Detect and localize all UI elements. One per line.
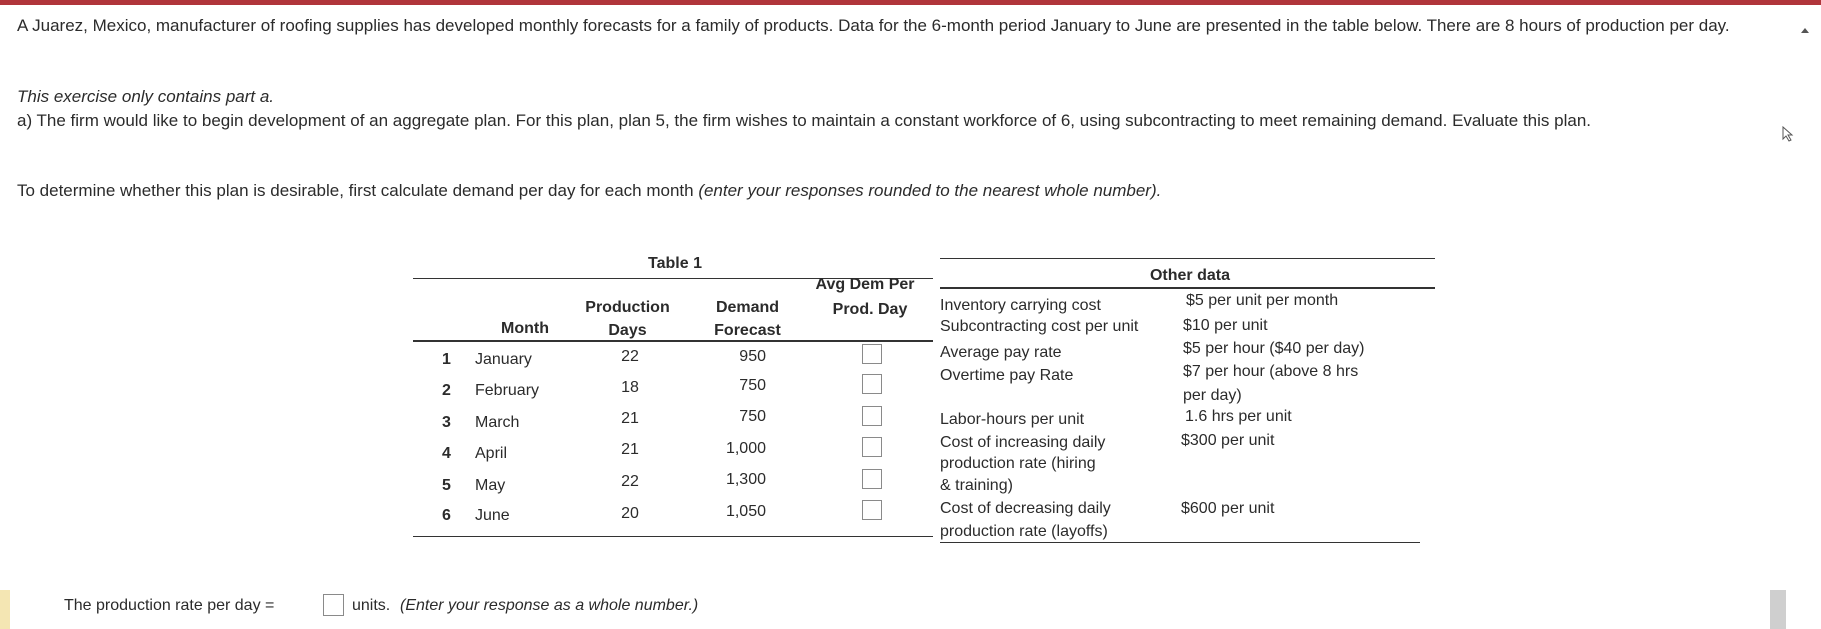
layoff-cost-label-cont: production rate (layoffs) (940, 523, 1108, 540)
whole-number-hint: (Enter your response as a whole number.) (400, 597, 699, 614)
row-number: 3 (442, 414, 451, 431)
subcontract-cost-label: Subcontracting cost per unit (940, 318, 1139, 335)
production-header-line2: Days (608, 322, 647, 339)
month-cell: May (475, 477, 506, 494)
demand-cell: 750 (739, 377, 766, 394)
month-header: Month (501, 320, 549, 337)
month-cell: February (475, 382, 540, 399)
part-note: This exercise only contains part a. (17, 87, 275, 106)
table-1-header-rule (413, 340, 933, 342)
avg-header-line1: Avg Dem Per (815, 276, 915, 293)
overtime-pay-value: $7 per hour (above 8 hrs (1183, 363, 1359, 380)
inventory-cost-label: Inventory carrying cost (940, 297, 1101, 314)
average-pay-value: $5 per hour ($40 per day) (1183, 340, 1365, 357)
days-cell: 21 (621, 441, 639, 458)
other-data-header-rule (940, 287, 1435, 289)
row-number: 2 (442, 382, 451, 399)
labor-hours-value: 1.6 hrs per unit (1185, 408, 1292, 425)
demand-header-line2: Forecast (714, 322, 781, 339)
avg-demand-input[interactable] (862, 374, 882, 394)
layoff-cost-value: $600 per unit (1181, 500, 1275, 517)
month-cell: January (475, 351, 532, 368)
table-1-title: Table 1 (648, 255, 702, 272)
mouse-pointer-icon (1782, 126, 1796, 142)
month-cell: June (475, 507, 510, 524)
days-cell: 18 (621, 379, 639, 396)
inventory-cost-value: $5 per unit per month (1186, 292, 1339, 309)
demand-header-line1: Demand (715, 299, 780, 316)
top-accent-bar (0, 0, 1821, 5)
days-cell: 20 (621, 505, 639, 522)
hiring-cost-value: $300 per unit (1181, 432, 1275, 449)
hiring-cost-label: Cost of increasing daily (940, 434, 1106, 451)
demand-cell: 1,300 (725, 471, 766, 488)
scroll-up-arrow-icon[interactable] (1801, 28, 1809, 33)
scrollbar-thumb[interactable] (1770, 590, 1786, 629)
subcontract-cost-value: $10 per unit (1183, 317, 1268, 334)
overtime-pay-value-cont: per day) (1183, 387, 1242, 404)
avg-demand-input[interactable] (862, 344, 882, 364)
left-edge-strip (0, 590, 10, 629)
row-number: 4 (442, 445, 451, 462)
month-cell: March (475, 414, 520, 431)
production-rate-prompt: The production rate per day = (64, 597, 275, 614)
avg-demand-input[interactable] (862, 469, 882, 489)
average-pay-label: Average pay rate (940, 344, 1062, 361)
units-label: units. (352, 597, 391, 614)
part-a-text: a) The firm would like to begin development of an aggregate plan. For this plan, plan 5, the firm wishes to maintain a constant workforce of 6, using subcontracting to meet remaining demand. Evaluate this plan. (17, 111, 1592, 130)
hiring-cost-label-cont2: & training) (940, 477, 1013, 494)
days-cell: 21 (621, 410, 639, 427)
demand-cell: 750 (739, 408, 766, 425)
month-cell: April (475, 445, 508, 462)
instruction-italic: (enter your responses rounded to the nearest whole number). (698, 181, 1162, 200)
avg-demand-input[interactable] (862, 406, 882, 426)
instruction-text: To determine whether this plan is desirable, first calculate demand per day for each month (17, 181, 699, 200)
hiring-cost-label-cont: production rate (hiring (940, 455, 1096, 472)
layoff-cost-label: Cost of decreasing daily (940, 500, 1111, 517)
row-number: 6 (442, 507, 451, 524)
row-number: 5 (442, 477, 451, 494)
overtime-pay-label: Overtime pay Rate (940, 367, 1074, 384)
avg-demand-input[interactable] (862, 437, 882, 457)
other-data-title: Other data (1149, 267, 1230, 284)
avg-demand-input[interactable] (862, 500, 882, 520)
other-data-top-rule (940, 258, 1435, 259)
problem-intro: A Juarez, Mexico, manufacturer of roofing supplies has developed monthly forecasts for a family of products. Data for the 6-month period January to June are presented in the table below. There are 8 hours of production per day. (17, 16, 1730, 35)
demand-cell: 950 (739, 348, 766, 365)
days-cell: 22 (621, 473, 639, 490)
labor-hours-label: Labor-hours per unit (940, 411, 1085, 428)
demand-cell: 1,050 (725, 503, 766, 520)
instruction (17, 180, 1161, 202)
demand-cell: 1,000 (725, 440, 766, 457)
production-rate-input[interactable] (323, 594, 344, 616)
other-data-bottom-rule (940, 542, 1420, 543)
days-cell: 22 (621, 348, 639, 365)
avg-header-line2: Prod. Day (832, 301, 908, 318)
row-number: 1 (442, 351, 451, 368)
production-header-line1: Production (585, 299, 670, 316)
table-1-bottom-rule (413, 536, 933, 537)
